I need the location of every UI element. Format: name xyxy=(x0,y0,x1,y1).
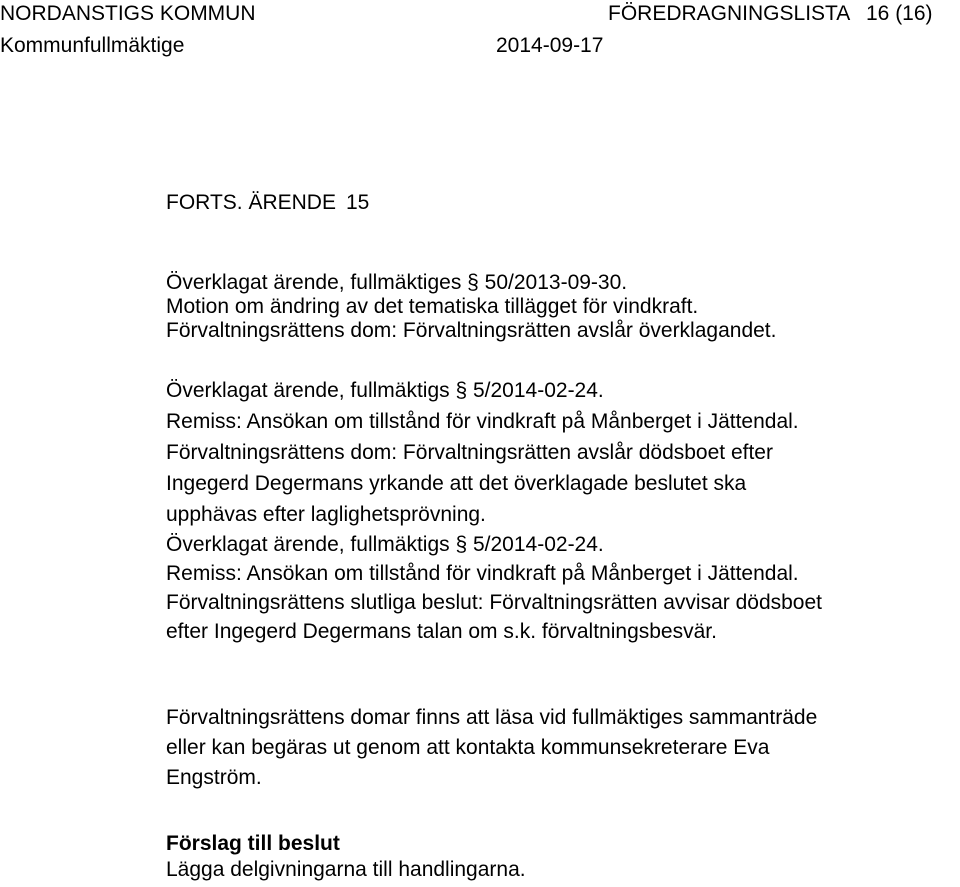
info-paragraph xyxy=(166,703,817,793)
proposal-heading: Förslag till beslut xyxy=(166,832,340,855)
appeal-line: Förvaltningsrättens dom: Förvaltningsrätten avslår överklagandet. xyxy=(166,319,777,342)
appeal-line: Remiss: Ansökan om tillstånd för vindkraft på Månberget i Jättendal. xyxy=(166,410,799,433)
committee-name: Kommunfullmäktige xyxy=(0,34,185,57)
organization-name: NORDANSTIGS KOMMUN xyxy=(0,2,256,25)
appeal-line: Överklagat ärende, fullmäktigs § 5/2014-02-24. xyxy=(166,533,604,556)
appeal-line: Förvaltningsrättens dom: Förvaltningsrätten avslår dödsboet efter xyxy=(166,441,773,464)
appeal-line: Motion om ändring av det tematiska tillägget för vindkraft. xyxy=(166,295,699,318)
appeal-line: Överklagat ärende, fullmäktigs § 5/2014-02-24. xyxy=(166,379,604,402)
appeal-2 xyxy=(166,375,799,530)
section-number: 15 xyxy=(345,191,370,214)
appeal-line: Överklagat ärende, fullmäktiges § 50/2013-09-30. xyxy=(166,271,628,294)
page-number: 16 (16) xyxy=(866,2,933,25)
appeal-1 xyxy=(166,271,776,343)
paragraph-line: Förvaltningsrättens domar finns att läsa vid fullmäktiges sammanträde xyxy=(166,706,818,729)
section-heading xyxy=(166,190,369,216)
meeting-date: 2014-09-17 xyxy=(496,34,604,57)
appeal-3 xyxy=(166,530,822,646)
appeal-line: Förvaltningsrättens slutliga beslut: Förvaltningsrätten avvisar dödsboet xyxy=(166,591,823,614)
proposal-text: Lägga delgivningarna till handlingarna. xyxy=(166,858,526,881)
document-title: FÖREDRAGNINGSLISTA xyxy=(608,2,851,25)
appeal-line: Remiss: Ansökan om tillstånd för vindkraft på Månberget i Jättendal. xyxy=(166,562,799,585)
proposal-section xyxy=(166,831,526,883)
paragraph-line: eller kan begäras ut genom att kontakta kommunsekreterare Eva xyxy=(166,736,770,759)
section-label: FORTS. ÄRENDE xyxy=(166,191,336,214)
appeal-line: efter Ingegerd Degermans talan om s.k. förvaltningsbesvär. xyxy=(166,620,717,643)
paragraph-line: Engström. xyxy=(166,766,262,789)
appeal-line: Ingegerd Degermans yrkande att det överklagade beslutet ska xyxy=(166,472,747,495)
appeal-line: upphävas efter laglighetsprövning. xyxy=(166,503,486,526)
